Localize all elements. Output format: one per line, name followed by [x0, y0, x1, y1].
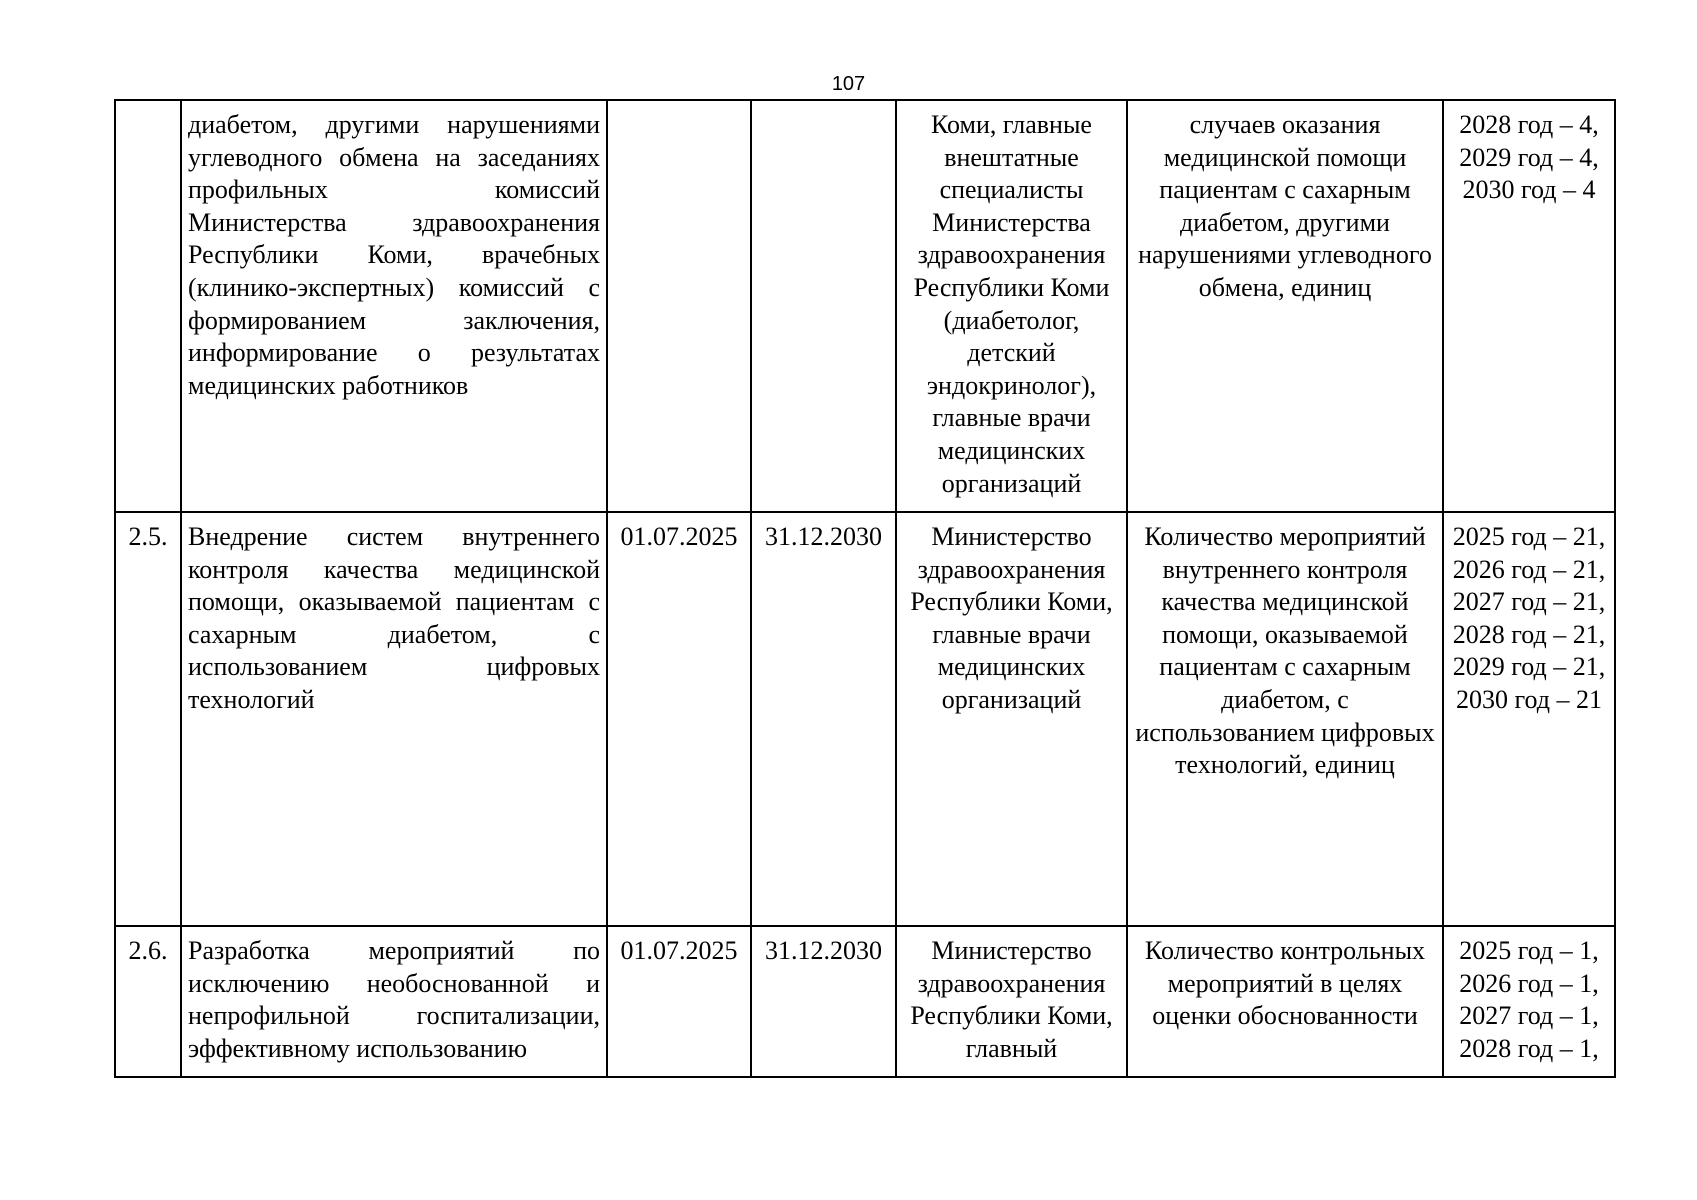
start-date-cell: 01.07.2025 — [607, 512, 751, 926]
responsible-cell: Министерство здравоохранения Республики Коми, главные врачи медицинских организаций — [896, 512, 1127, 926]
start-date-cell: 01.07.2025 — [607, 926, 751, 1077]
table-row — [115, 926, 1615, 1077]
table-row — [115, 512, 1615, 926]
measure-description-cell: Внедрение систем внутреннего контроля качества медицинской помощи, оказываемой пациентам с сахарным диабетом, с использованием цифровых технологий — [181, 512, 607, 926]
table-row — [115, 100, 1615, 512]
target-value: 2026 год – 21, — [1452, 554, 1606, 584]
target-values-cell — [1443, 100, 1615, 512]
end-date-cell — [751, 100, 896, 512]
row-number-cell — [115, 100, 181, 512]
target-value: 2028 год – 21, — [1452, 619, 1606, 649]
target-value: 2029 год – 4, — [1459, 142, 1599, 172]
end-date-cell: 31.12.2030 — [751, 512, 896, 926]
measures-table — [114, 99, 1616, 1078]
target-values-cell — [1443, 512, 1615, 926]
row-number-cell: 2.5. — [115, 512, 181, 926]
start-date-cell — [607, 100, 751, 512]
measure-description-cell: Разработка мероприятий по исключению необоснованной и непрофильной госпитализации, эффективному использованию — [181, 926, 607, 1077]
target-value: 2029 год – 21, — [1452, 652, 1606, 682]
row-number-cell: 2.6. — [115, 926, 181, 1077]
page-number: 107 — [831, 73, 866, 95]
indicator-cell: Количество контрольных мероприятий в целях оценки обоснованности — [1127, 926, 1443, 1077]
target-value: 2027 год – 21, — [1452, 587, 1606, 617]
target-value: 2027 год – 1, — [1459, 1001, 1599, 1031]
target-value: 2025 год – 21, — [1452, 522, 1606, 551]
target-values-cell — [1443, 926, 1615, 1077]
end-date-cell: 31.12.2030 — [751, 926, 896, 1077]
target-value: 2028 год – 4, — [1459, 110, 1599, 139]
responsible-cell: Коми, главные внештатные специалисты Министерства здравоохранения Республики Коми (диабетолог, детский эндокринолог), главные врачи медицинских организаций — [896, 100, 1127, 512]
target-value: 2030 год – 4 — [1462, 175, 1596, 205]
responsible-cell: Министерство здравоохранения Республики Коми, главный — [896, 926, 1127, 1077]
measure-description-cell: диабетом, другими нарушениями углеводного обмена на заседаниях профильных комиссий Министерства здравоохранения Республики Коми, врачебных (клинико-экспертных) комиссий с формированием заключения, информирование о результатах медицинских работников — [181, 100, 607, 512]
target-value: 2028 год – 1, — [1459, 1033, 1599, 1063]
indicator-cell: случаев оказания медицинской помощи пациентам с сахарным диабетом, другими нарушениями углеводного обмена, единиц — [1127, 100, 1443, 512]
target-value: 2026 год – 1, — [1459, 968, 1599, 998]
target-value: 2030 год – 21 — [1456, 684, 1602, 714]
indicator-cell: Количество мероприятий внутреннего контроля качества медицинской помощи, оказываемой пациентам с сахарным диабетом, с использованием цифровых технологий, единиц — [1127, 512, 1443, 926]
target-value: 2025 год – 1, — [1459, 936, 1599, 965]
